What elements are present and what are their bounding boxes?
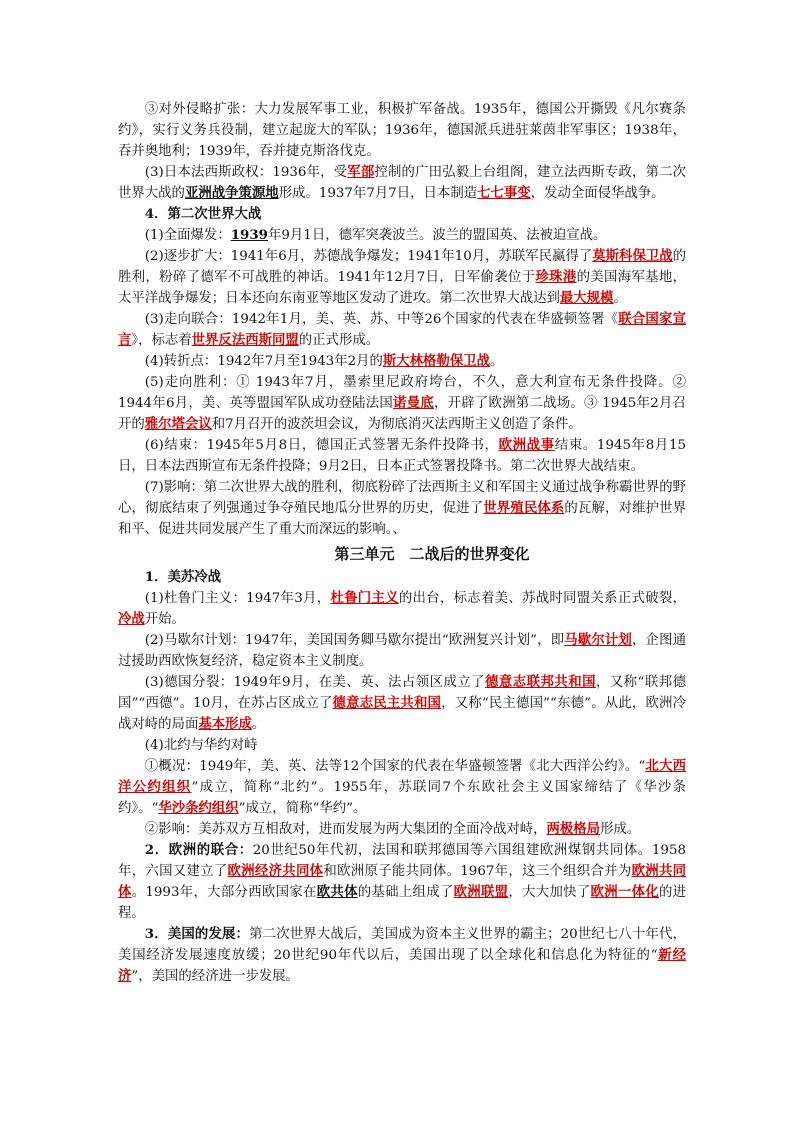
text-run: (5)走向胜利：① 1943年7月，墨索里尼政府垮台，不久，意大利宣布无条件投降。② 1944年6月，美、英等盟国军队成功登陆法国 — [118, 375, 686, 411]
text-run: (6)结束：1945年5月8日，德国正式签署无条件投降书， — [144, 438, 499, 453]
text-run: 的基础上组成了 — [357, 885, 454, 900]
text-run: 。1993年，大部分西欧国家在 — [131, 885, 317, 900]
paragraph — [118, 246, 686, 309]
section-heading: 2．欧洲的联合： — [144, 842, 253, 858]
key-term-bold: 亚洲战争策源地 — [184, 185, 279, 201]
text-run: (4)转折点：1942年7月至1943年2月的 — [144, 354, 383, 369]
key-term-red: 世界反法西斯同盟 — [191, 332, 299, 348]
paragraph — [118, 567, 686, 588]
text-run: ，发动全面侵华战争。 — [530, 186, 665, 201]
key-term-red: 马歇尔计划 — [564, 632, 632, 648]
text-run: 开始。 — [144, 612, 185, 627]
text-run: ，开辟了欧洲第二战场。③ 1945年2月召开的 — [118, 396, 686, 432]
paragraph — [118, 351, 686, 372]
paragraph — [118, 162, 686, 204]
text-run: ①概况：1949年，美、英、法等12个国家的代表在华盛顿签署《北大西洋公约》。“ — [144, 759, 646, 774]
text-run: 。 — [251, 717, 266, 732]
key-term-red: 欧洲联盟 — [453, 884, 509, 900]
paragraph — [118, 372, 686, 435]
text-run: (4)北约与华约对峙 — [144, 738, 258, 753]
key-term-red: 军部 — [347, 164, 375, 180]
key-term-red: 莫斯科保卫战 — [592, 248, 673, 264]
key-term-red: 北大西洋公约组织 — [118, 758, 686, 795]
text-run: ，又称“联邦德国”“西德”。10月，在苏占区成立了 — [118, 675, 686, 711]
text-run: 的美国海军基地，太平洋战争爆发；日本还向东南亚等地区发动了进攻。第二次世界大战达到 — [118, 270, 687, 306]
text-run: 的胜利，粉碎了德军不可战胜的神话。1941年12月7日，日军偷袭位于 — [118, 249, 687, 285]
section-heading: 3．美国的发展： — [144, 926, 250, 942]
key-term-red: 诺曼底 — [393, 395, 434, 411]
text-run: 和欧洲原子能共同体。1967年，这三个组织合并为 — [323, 864, 632, 879]
key-term-red: 华沙条约组织 — [158, 800, 239, 816]
text-run: ②影响：美苏双方互相敌对，进而发展为两大集团的全面冷战对峙， — [144, 822, 547, 837]
paragraph — [118, 225, 686, 246]
text-run: 的进程。 — [118, 885, 687, 921]
text-run: ③对外侵略扩张：大力发展军事工业，积极扩军备战。1935年，德国公开撕毁《凡尔赛条约》，实行义务兵役制，建立起庞大的军队；1936年，德国派兵进驻莱茵非军事区；1938年，吞并奥地利；1939年，吞并捷克斯洛伐克。 — [118, 102, 686, 159]
key-term-red: 斯大林格勒保卫战 — [382, 353, 490, 369]
key-term-red: 杜鲁门主义 — [330, 590, 399, 606]
text-run: 》，标志着 — [131, 333, 192, 348]
paragraph — [118, 588, 686, 630]
text-run: (2)逐步扩大：1941年6月，苏德战争爆发；1941年10月，苏联军民赢得了 — [144, 249, 593, 264]
text-run: (3)德国分裂：1949年9月，在美、英、法占领区成立了 — [144, 675, 486, 690]
key-term-bold: 欧共体 — [316, 884, 358, 900]
text-run: 形成。 — [600, 822, 641, 837]
text-run: ，大大加快了 — [508, 885, 591, 900]
text-run: 的正式形成。 — [298, 333, 380, 348]
text-run: 和7月召开的波茨坦会议，为彻底消灭法西斯主义创造了条件。 — [211, 417, 582, 432]
paragraph — [118, 819, 686, 840]
text-run: 的出台，标志着美、苏战时同盟关系正式破裂， — [398, 591, 686, 606]
text-run: 。 — [613, 291, 627, 306]
text-run: (1)全面爆发： — [144, 228, 231, 243]
key-term-red: 德意志民主共和国 — [332, 695, 442, 711]
key-term-red: 两极格局 — [546, 821, 601, 837]
key-term-red: 欧洲战事 — [498, 437, 555, 453]
key-term-red: 珍珠港 — [535, 269, 577, 285]
key-term-red: 欧洲经济共同体 — [227, 863, 324, 879]
text-run: 控制的广田弘毅上台组阁，建立法西斯专政，第二次世界大战的 — [118, 165, 687, 201]
key-term-red: 欧洲共同体 — [118, 863, 687, 900]
paragraph — [118, 840, 686, 924]
paragraph — [118, 435, 686, 477]
text-run: (3)走向联合：1942年1月，美、英、苏、中等26个国家的代表在华盛顿签署《 — [144, 312, 619, 327]
text-run: (2)马歇尔计划：1947年，美国国务卿马歇尔提出“欧洲复兴计划”，即 — [144, 633, 565, 648]
text-run: ，又称“民主德国”“东德”。从此，欧洲冷战对峙的局面 — [118, 696, 687, 732]
paragraph — [118, 735, 686, 756]
key-term-red: 七七事变 — [477, 185, 531, 201]
section-heading: 1．美苏冷战 — [144, 569, 222, 585]
key-term-bold: 1939 — [230, 227, 268, 243]
text-run: ，企图通过援助西欧恢复经济，稳定资本主义制度。 — [118, 633, 687, 669]
paragraph — [118, 672, 686, 735]
section-heading: 4．第二次世界大战 — [144, 206, 262, 222]
paragraph — [118, 204, 686, 225]
key-term-red: 德意志联邦共和国 — [485, 674, 596, 690]
key-term-red: 最大规模 — [559, 290, 614, 306]
key-term-red: 欧洲一体化 — [590, 884, 659, 900]
text-run: ”，美国的经济进一步发展。 — [131, 969, 299, 984]
key-term-red: 雅尔塔会议 — [144, 416, 212, 432]
text-run: 。 — [490, 354, 504, 369]
paragraph — [118, 756, 686, 819]
paragraph — [118, 99, 686, 162]
document-page — [118, 99, 686, 987]
paragraph — [118, 309, 686, 351]
text-run: (3)日本法西斯政权：1936年，受 — [144, 165, 348, 180]
text-run: 的瓦解，对维护世界和平、促进共同发展产生了重大而深远的影响。、 — [118, 501, 687, 537]
text-run: 结束。1945年8月15日，日本法西斯宣布无条件投降；9月2日，日本正式签署投降书。第二次世界大战结束。 — [118, 438, 686, 474]
text-run: 年9月1日，德军突袭波兰。波兰的盟国英、法被迫宣战。 — [268, 228, 607, 243]
paragraph — [118, 477, 686, 540]
text-run: ”成立，简称“北约”。1955年，苏联同7个东欧社会主义国家缔结了《华沙条约》。“ — [118, 780, 686, 816]
text-run: 第二次世界大战后，美国成为资本主义世界的霸主；20世纪七八十年代，美国经济发展速度放缓；20世纪90年代以后，美国出现了以全球化和信息化为特征的“ — [118, 927, 686, 963]
text-run: 第三单元 二战后的世界变化 — [334, 545, 530, 563]
paragraph — [118, 924, 686, 987]
key-term-red: 冷战 — [118, 611, 145, 627]
text-run: (7)影响：第二次世界大战的胜利，彻底粉碎了法西斯主义和军国主义通过战争称霸世界的野心，彻底结束了列强通过争夺殖民地瓜分世界的历史，促进了 — [118, 480, 686, 516]
key-term-red: 基本形成 — [198, 716, 252, 732]
key-term-red: 世界殖民体系 — [483, 500, 565, 516]
text-run: 形成。1937年7月7日，日本制造 — [278, 186, 478, 201]
key-term-red: 联合国家宣言 — [118, 311, 686, 348]
text-run: (1)杜鲁门主义：1947年3月， — [144, 591, 331, 606]
text-run: ”成立，简称“华约”。 — [238, 801, 367, 816]
paragraph — [118, 630, 686, 672]
key-term-red: 新经济 — [118, 947, 687, 984]
unit-heading — [118, 542, 686, 566]
text-run: 20世纪50年代初，法国和联邦德国等六国组建欧洲煤钢共同体。1958年，六国又建立了 — [118, 843, 686, 879]
